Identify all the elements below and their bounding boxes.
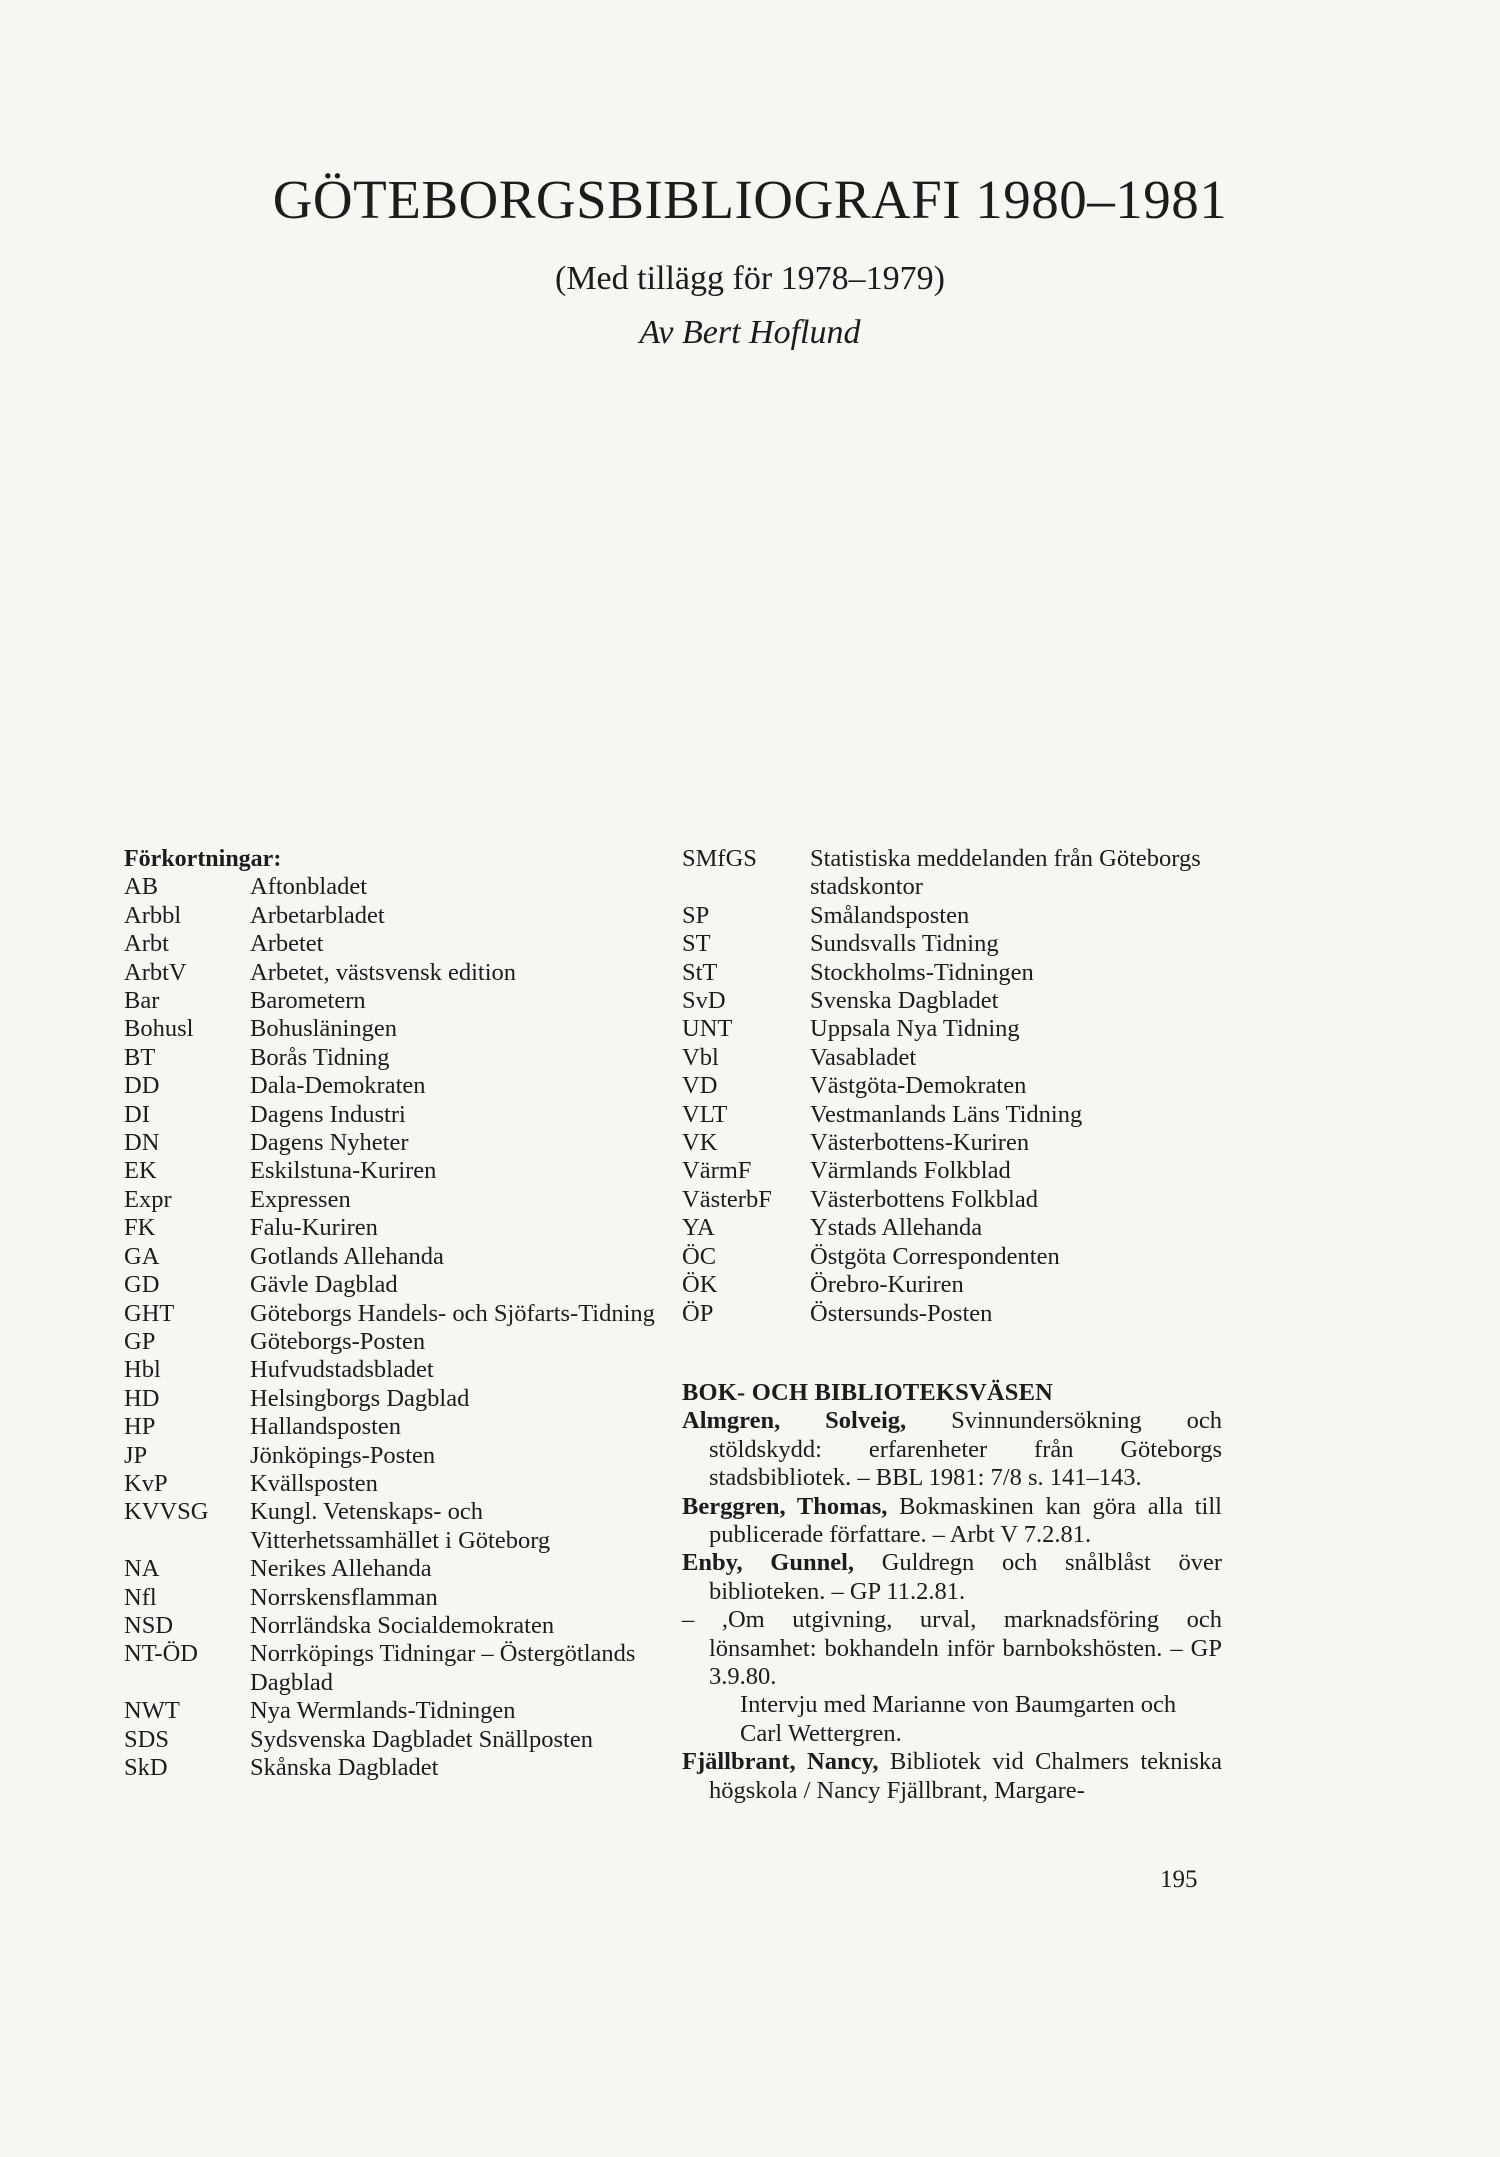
abbreviation-name: Falu-Kuriren xyxy=(250,1214,378,1242)
abbreviation-code: ÖC xyxy=(682,1242,717,1270)
entry-text: Bibliotek vid Chalmers tekniska högskola / Nancy Fjällbrant, Margare- xyxy=(709,1748,1222,1804)
abbreviation-code: SDS xyxy=(124,1725,169,1753)
entry-text: Bokmaskinen kan göra alla till publicerade författare. – Arbt V 7.2.81. xyxy=(709,1492,1222,1548)
abbreviation-code: JP xyxy=(124,1441,148,1469)
abbreviation-row xyxy=(124,1157,664,1185)
page-subtitle: (Med tillägg för 1978–1979) xyxy=(555,260,945,297)
abbreviation-name: Stockholms-Tidningen xyxy=(810,958,1034,986)
abbreviation-row xyxy=(682,1015,1222,1043)
abbreviation-code: GD xyxy=(124,1271,160,1299)
entry-note: Intervju med Marianne von Baumgarten och Carl Wettergren. xyxy=(740,1691,1177,1747)
abbreviation-row xyxy=(124,1640,664,1697)
abbreviation-row xyxy=(124,1186,664,1214)
bibliography-entry xyxy=(682,1407,1222,1492)
abbreviation-row xyxy=(124,873,664,901)
abbreviation-name: Hallandsposten xyxy=(250,1413,402,1441)
abbreviation-row xyxy=(682,1101,1222,1129)
abbreviation-name: Jönköpings-Posten xyxy=(250,1441,436,1469)
abbreviations-left-column xyxy=(124,845,664,1782)
abbreviation-code: NA xyxy=(124,1555,160,1583)
abbreviation-code: ÖK xyxy=(682,1271,718,1299)
abbreviation-code: HP xyxy=(124,1413,156,1441)
abbreviation-row xyxy=(124,1498,664,1555)
abbreviation-row xyxy=(682,1129,1222,1157)
abbreviation-row xyxy=(682,1243,1222,1271)
abbreviation-code: ST xyxy=(682,930,711,958)
abbreviation-name: Nerikes Allehanda xyxy=(250,1555,432,1583)
abbreviation-row xyxy=(124,1072,664,1100)
abbreviation-name: Göteborgs Handels- och Sjöfarts-Tidning xyxy=(250,1299,655,1327)
bibliography-entry xyxy=(682,1606,1222,1691)
abbreviation-code: GP xyxy=(124,1327,156,1355)
abbreviation-name: Eskilstuna-Kuriren xyxy=(250,1157,437,1185)
abbreviation-name: Sydsvenska Dagbladet Snällposten xyxy=(250,1725,593,1753)
entry-author: Berggren, Thomas, xyxy=(682,1492,888,1520)
abbreviation-name: Arbetet xyxy=(250,930,324,958)
abbreviation-name: Nya Wermlands-Tidningen xyxy=(250,1697,516,1725)
entry-author: Fjällbrant, Nancy, xyxy=(682,1748,879,1776)
abbreviation-name: Örebro-Kuriren xyxy=(810,1271,964,1299)
abbreviation-row xyxy=(682,930,1222,958)
abbreviation-name: Ystads Allehanda xyxy=(810,1214,983,1242)
abbreviation-row xyxy=(124,1356,664,1384)
abbreviation-code: EK xyxy=(124,1157,157,1185)
abbreviation-row xyxy=(682,1157,1222,1185)
abbreviation-name: Norrländska Socialdemokraten xyxy=(250,1611,555,1639)
abbreviation-row xyxy=(124,1328,664,1356)
abbreviation-name: Statistiska meddelanden från Göteborgs stadskontor xyxy=(810,845,1201,901)
abbreviation-row xyxy=(124,1697,664,1725)
abbreviation-list-right xyxy=(682,845,1222,1328)
abbreviation-row xyxy=(124,1129,664,1157)
abbreviation-row xyxy=(124,1413,664,1441)
abbreviation-name: Västerbottens-Kuriren xyxy=(810,1129,1030,1157)
abbreviation-row xyxy=(124,987,664,1015)
abbreviation-code: GA xyxy=(124,1242,160,1270)
entry-author: Almgren, Solveig, xyxy=(682,1407,907,1435)
abbreviation-row xyxy=(682,1072,1222,1100)
abbreviation-row xyxy=(124,1612,664,1640)
abbreviation-row xyxy=(124,1385,664,1413)
abbreviation-row xyxy=(682,1214,1222,1242)
abbreviation-row xyxy=(124,1442,664,1470)
abbreviation-name: Västerbottens Folkblad xyxy=(810,1185,1038,1213)
abbreviation-name: Norrskensflamman xyxy=(250,1583,438,1611)
abbreviation-row xyxy=(124,930,664,958)
abbreviation-code: DN xyxy=(124,1129,160,1157)
abbreviation-code: KVVSG xyxy=(124,1498,209,1526)
abbreviation-name: Sundsvalls Tidning xyxy=(810,930,999,958)
entry-text: Svinnundersökning och stöldskydd: erfarenheter från Göteborgs stadsbibliotek. – BBL 1981: 7/8 s. 141–143. xyxy=(709,1407,1222,1492)
abbreviation-row xyxy=(682,845,1222,902)
abbreviation-row xyxy=(682,987,1222,1015)
abbreviation-row xyxy=(124,1015,664,1043)
abbreviation-name: Bohusläningen xyxy=(250,1015,397,1043)
abbreviation-code: SMfGS xyxy=(682,845,757,872)
abbreviation-code: Expr xyxy=(124,1185,172,1213)
abbreviation-code: AB xyxy=(124,873,159,901)
right-column xyxy=(682,845,1222,1805)
abbreviation-code: Hbl xyxy=(124,1356,161,1384)
abbreviation-code: YA xyxy=(682,1214,715,1242)
abbreviation-code: SkD xyxy=(124,1754,168,1781)
abbreviation-code: KvP xyxy=(124,1469,168,1497)
abbreviation-code: Vbl xyxy=(682,1043,719,1071)
abbreviation-row xyxy=(124,1555,664,1583)
abbreviation-row xyxy=(124,1726,664,1754)
page-number: 195 xyxy=(1160,1866,1198,1893)
bibliography-entry xyxy=(682,1549,1222,1606)
abbreviation-code: ÖP xyxy=(682,1299,714,1327)
abbreviation-row xyxy=(124,1101,664,1129)
abbreviation-row xyxy=(124,1584,664,1612)
abbreviation-code: VästerbF xyxy=(682,1185,772,1213)
abbreviation-name: Dagens Industri xyxy=(250,1100,406,1128)
abbreviation-row xyxy=(682,1271,1222,1299)
abbreviation-name: Barometern xyxy=(250,987,366,1015)
abbreviation-name: Dala-Demokraten xyxy=(250,1072,426,1100)
abbreviation-code: BT xyxy=(124,1043,156,1071)
abbreviation-name: Östersunds-Posten xyxy=(810,1299,993,1327)
entry-text: – ,Om utgivning, urval, marknadsföring och lönsamhet: bokhandeln inför barnbokshösten. – GP 3.9.80. xyxy=(682,1606,1222,1690)
abbreviation-name: Svenska Dagbladet xyxy=(810,987,999,1015)
abbreviation-code: NT-ÖD xyxy=(124,1640,198,1668)
abbreviation-code: VD xyxy=(682,1072,718,1100)
abbreviation-code: VärmF xyxy=(682,1157,752,1185)
abbreviation-row xyxy=(124,1300,664,1328)
abbreviation-name: Expressen xyxy=(250,1185,351,1213)
abbreviation-code: Bohusl xyxy=(124,1015,194,1043)
bibliography-entry xyxy=(682,1493,1222,1550)
abbreviation-code: VK xyxy=(682,1129,718,1157)
entry-author: Enby, Gunnel, xyxy=(682,1549,855,1577)
abbreviation-code: UNT xyxy=(682,1015,733,1043)
abbreviation-name: Aftonbladet xyxy=(250,873,368,901)
abbreviation-name: Arbetet, västsvensk edition xyxy=(250,958,517,986)
abbreviation-list-left xyxy=(124,873,664,1782)
abbreviation-row xyxy=(124,1754,664,1782)
abbreviation-code: SvD xyxy=(682,987,726,1015)
section-heading: BOK- OCH BIBLIOTEKSVÄSEN xyxy=(682,1378,1054,1406)
abbreviation-name: Smålandsposten xyxy=(810,901,970,929)
abbreviations-heading: Förkortningar: xyxy=(124,846,282,872)
abbreviation-name: Borås Tidning xyxy=(250,1043,390,1071)
abbreviation-code: Arbt xyxy=(124,930,169,958)
abbreviation-name: Helsingborgs Dagblad xyxy=(250,1384,470,1412)
abbreviation-name: Dagens Nyheter xyxy=(250,1129,409,1157)
abbreviation-row xyxy=(682,959,1222,987)
bibliography-entry xyxy=(682,1748,1222,1805)
abbreviation-row xyxy=(124,1470,664,1498)
abbreviation-row xyxy=(124,1044,664,1072)
abbreviation-row xyxy=(682,1044,1222,1072)
abbreviation-code: Arbbl xyxy=(124,901,182,929)
abbreviation-code: GHT xyxy=(124,1299,175,1327)
abbreviation-code: VLT xyxy=(682,1100,728,1128)
abbreviation-row xyxy=(682,1300,1222,1328)
abbreviation-code: Nfl xyxy=(124,1583,157,1611)
abbreviation-name: Arbetarbladet xyxy=(250,901,385,929)
abbreviation-name: Vestmanlands Läns Tidning xyxy=(810,1100,1083,1128)
byline: Av Bert Hoflund xyxy=(639,314,861,351)
abbreviation-code: FK xyxy=(124,1214,156,1242)
page-title: GÖTEBORGSBIBLIOGRAFI 1980–1981 xyxy=(272,169,1228,230)
abbreviation-name: Uppsala Nya Tidning xyxy=(810,1015,1020,1043)
abbreviation-row xyxy=(682,1186,1222,1214)
entry-text: Guldregn och snålblåst över biblioteken. – GP 11.2.81. xyxy=(709,1549,1222,1605)
abbreviation-code: Bar xyxy=(124,987,160,1015)
abbreviation-name: Värmlands Folkblad xyxy=(810,1157,1011,1185)
abbreviation-name: Östgöta Correspondenten xyxy=(810,1242,1060,1270)
abbreviation-name: Hufvudstadsbladet xyxy=(250,1356,434,1384)
abbreviation-name: Vasabladet xyxy=(810,1043,917,1071)
abbreviation-name: Kvällsposten xyxy=(250,1469,378,1497)
abbreviation-name: Gävle Dagblad xyxy=(250,1271,398,1299)
abbreviation-row xyxy=(124,959,664,987)
abbreviation-row xyxy=(682,902,1222,930)
abbreviation-row xyxy=(124,1214,664,1242)
abbreviation-code: HD xyxy=(124,1384,160,1412)
abbreviation-code: DD xyxy=(124,1072,160,1100)
abbreviation-code: SP xyxy=(682,901,710,929)
abbreviation-name: Göteborgs-Posten xyxy=(250,1327,426,1355)
abbreviation-row xyxy=(124,1271,664,1299)
abbreviation-name: Västgöta-Demokraten xyxy=(810,1072,1027,1100)
abbreviation-name: Norrköpings Tidningar – Östergötlands Dagblad xyxy=(250,1640,636,1696)
abbreviation-code: ArbtV xyxy=(124,958,187,986)
abbreviation-code: StT xyxy=(682,958,718,986)
abbreviation-name: Kungl. Vetenskaps- och Vitterhetssamhället i Göteborg xyxy=(250,1498,551,1554)
abbreviation-code: NSD xyxy=(124,1611,174,1639)
abbreviation-row xyxy=(124,902,664,930)
abbreviation-row xyxy=(124,1243,664,1271)
abbreviation-code: NWT xyxy=(124,1697,180,1725)
abbreviation-name: Gotlands Allehanda xyxy=(250,1242,444,1270)
abbreviation-name: Skånska Dagbladet xyxy=(250,1754,439,1781)
abbreviation-code: DI xyxy=(124,1100,150,1128)
